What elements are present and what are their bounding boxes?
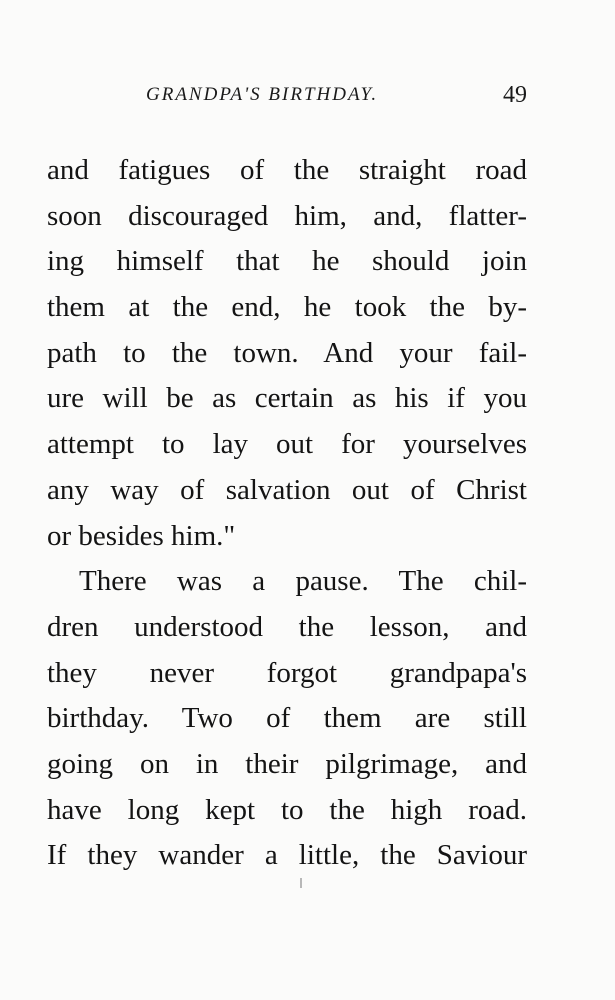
text-line: have long kept to the high road. — [47, 793, 527, 826]
text-line: dren understood the lesson, and — [47, 610, 527, 643]
text-line: ure will be as certain as his if you — [47, 382, 527, 415]
running-head — [140, 82, 525, 118]
running-title: GRANDPA'S BIRTHDAY. — [146, 84, 379, 105]
text-line: or besides him." — [47, 519, 236, 552]
text-line: birthday. Two of them are still — [47, 702, 527, 735]
print-speck — [300, 878, 302, 888]
text-line: going on in their pilgrimage, and — [47, 747, 527, 780]
text-line: If they wander a little, the Saviour — [47, 839, 527, 872]
text-line: attempt to lay out for yourselves — [47, 428, 527, 461]
text-line: path to the town. And your fail- — [47, 336, 527, 369]
text-line: and fatigues of the straight road — [47, 154, 527, 186]
body-text — [47, 148, 527, 879]
text-line: soon discouraged him, and, flatter- — [47, 199, 527, 232]
text-line: There was a pause. The chil- — [79, 565, 527, 598]
text-line: them at the end, he took the by- — [47, 291, 527, 324]
page-number: 49 — [503, 82, 527, 108]
text-line: any way of salvation out of Christ — [47, 473, 527, 506]
text-line: they never forgot grandpapa's — [47, 656, 527, 689]
text-line: ing himself that he should join — [47, 245, 527, 278]
